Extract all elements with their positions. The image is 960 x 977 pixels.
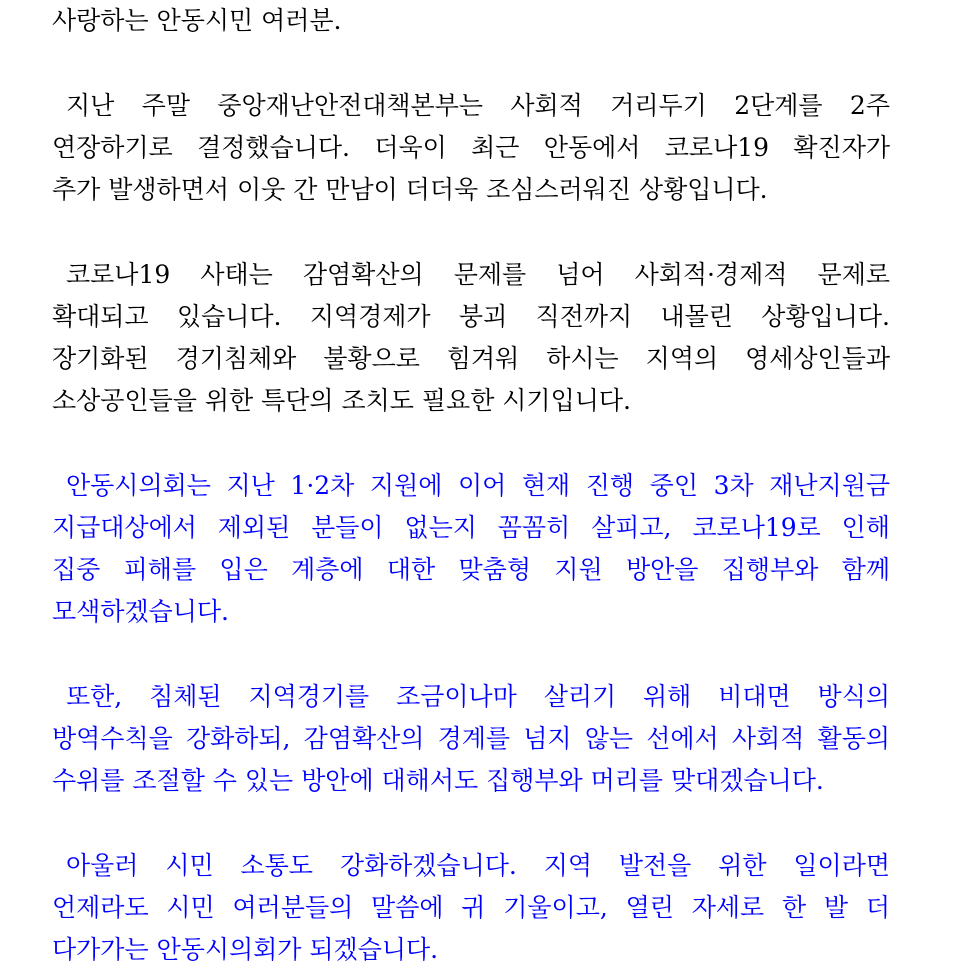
paragraph-line: 수위를 조절할 수 있는 방안에 대해서도 집행부와 머리를 맞대겠습니다. (52, 766, 824, 795)
paragraph-line: 연장하기로 결정했습니다. 더욱이 최근 안동에서 코로나19 확진자가 (52, 133, 890, 162)
paragraph-line: 코로나19 사태는 감염확산의 문제를 넘어 사회적·경제적 문제로 (66, 260, 890, 289)
paragraph-distancing-extension (52, 85, 890, 211)
paragraph-line: 모색하겠습니다. (52, 597, 229, 626)
paragraph-gap (52, 802, 890, 845)
letter-document (52, 0, 890, 971)
paragraph-gap (52, 422, 890, 465)
paragraph-gap (52, 211, 890, 254)
greeting-line: 사랑하는 안동시민 여러분. (52, 6, 342, 35)
paragraph-line: 언제라도 시민 여러분들의 말씀에 귀 기울이고, 열린 자세로 한 발 더 (52, 893, 890, 922)
paragraph-line: 아울러 시민 소통도 강화하겠습니다. 지역 발전을 위한 일이라면 (66, 851, 890, 880)
paragraph-line: 방역수칙을 강화하되, 감염확산의 경계를 넘지 않는 선에서 사회적 활동의 (52, 724, 890, 753)
paragraph-line: 안동시의회는 지난 1·2차 지원에 이어 현재 진행 중인 3차 재난지원금 (66, 471, 890, 500)
paragraph-line: 다가가는 안동시의회가 되겠습니다. (52, 935, 439, 964)
paragraph-relief-support (52, 465, 890, 633)
paragraph-line: 지급대상에서 제외된 분들이 없는지 꼼꼼히 살피고, 코로나19로 인해 (52, 513, 890, 542)
paragraph-line: 장기화된 경기침체와 불황으로 힘겨워 하시는 지역의 영세상인들과 (52, 344, 890, 373)
paragraph-line: 추가 발생하면서 이웃 간 만남이 더더욱 조심스러워진 상황입니다. (52, 175, 768, 204)
paragraph-gap (52, 633, 890, 676)
paragraph-line: 지난 주말 중앙재난안전대책본부는 사회적 거리두기 2단계를 2주 (66, 91, 890, 120)
paragraph-citizen-communication (52, 845, 890, 971)
paragraph-line: 또한, 침체된 지역경기를 조금이나마 살리기 위해 비대면 방식의 (66, 682, 890, 711)
paragraph-quarantine-rules (52, 676, 890, 802)
paragraph-line: 집중 피해를 입은 계층에 대한 맞춤형 지원 방안을 집행부와 함께 (52, 555, 890, 584)
paragraph-gap (52, 42, 890, 85)
paragraph-economic-impact (52, 254, 890, 422)
paragraph-line: 확대되고 있습니다. 지역경제가 붕괴 직전까지 내몰린 상황입니다. (52, 302, 890, 331)
paragraph-line: 소상공인들을 위한 특단의 조치도 필요한 시기입니다. (52, 386, 631, 415)
